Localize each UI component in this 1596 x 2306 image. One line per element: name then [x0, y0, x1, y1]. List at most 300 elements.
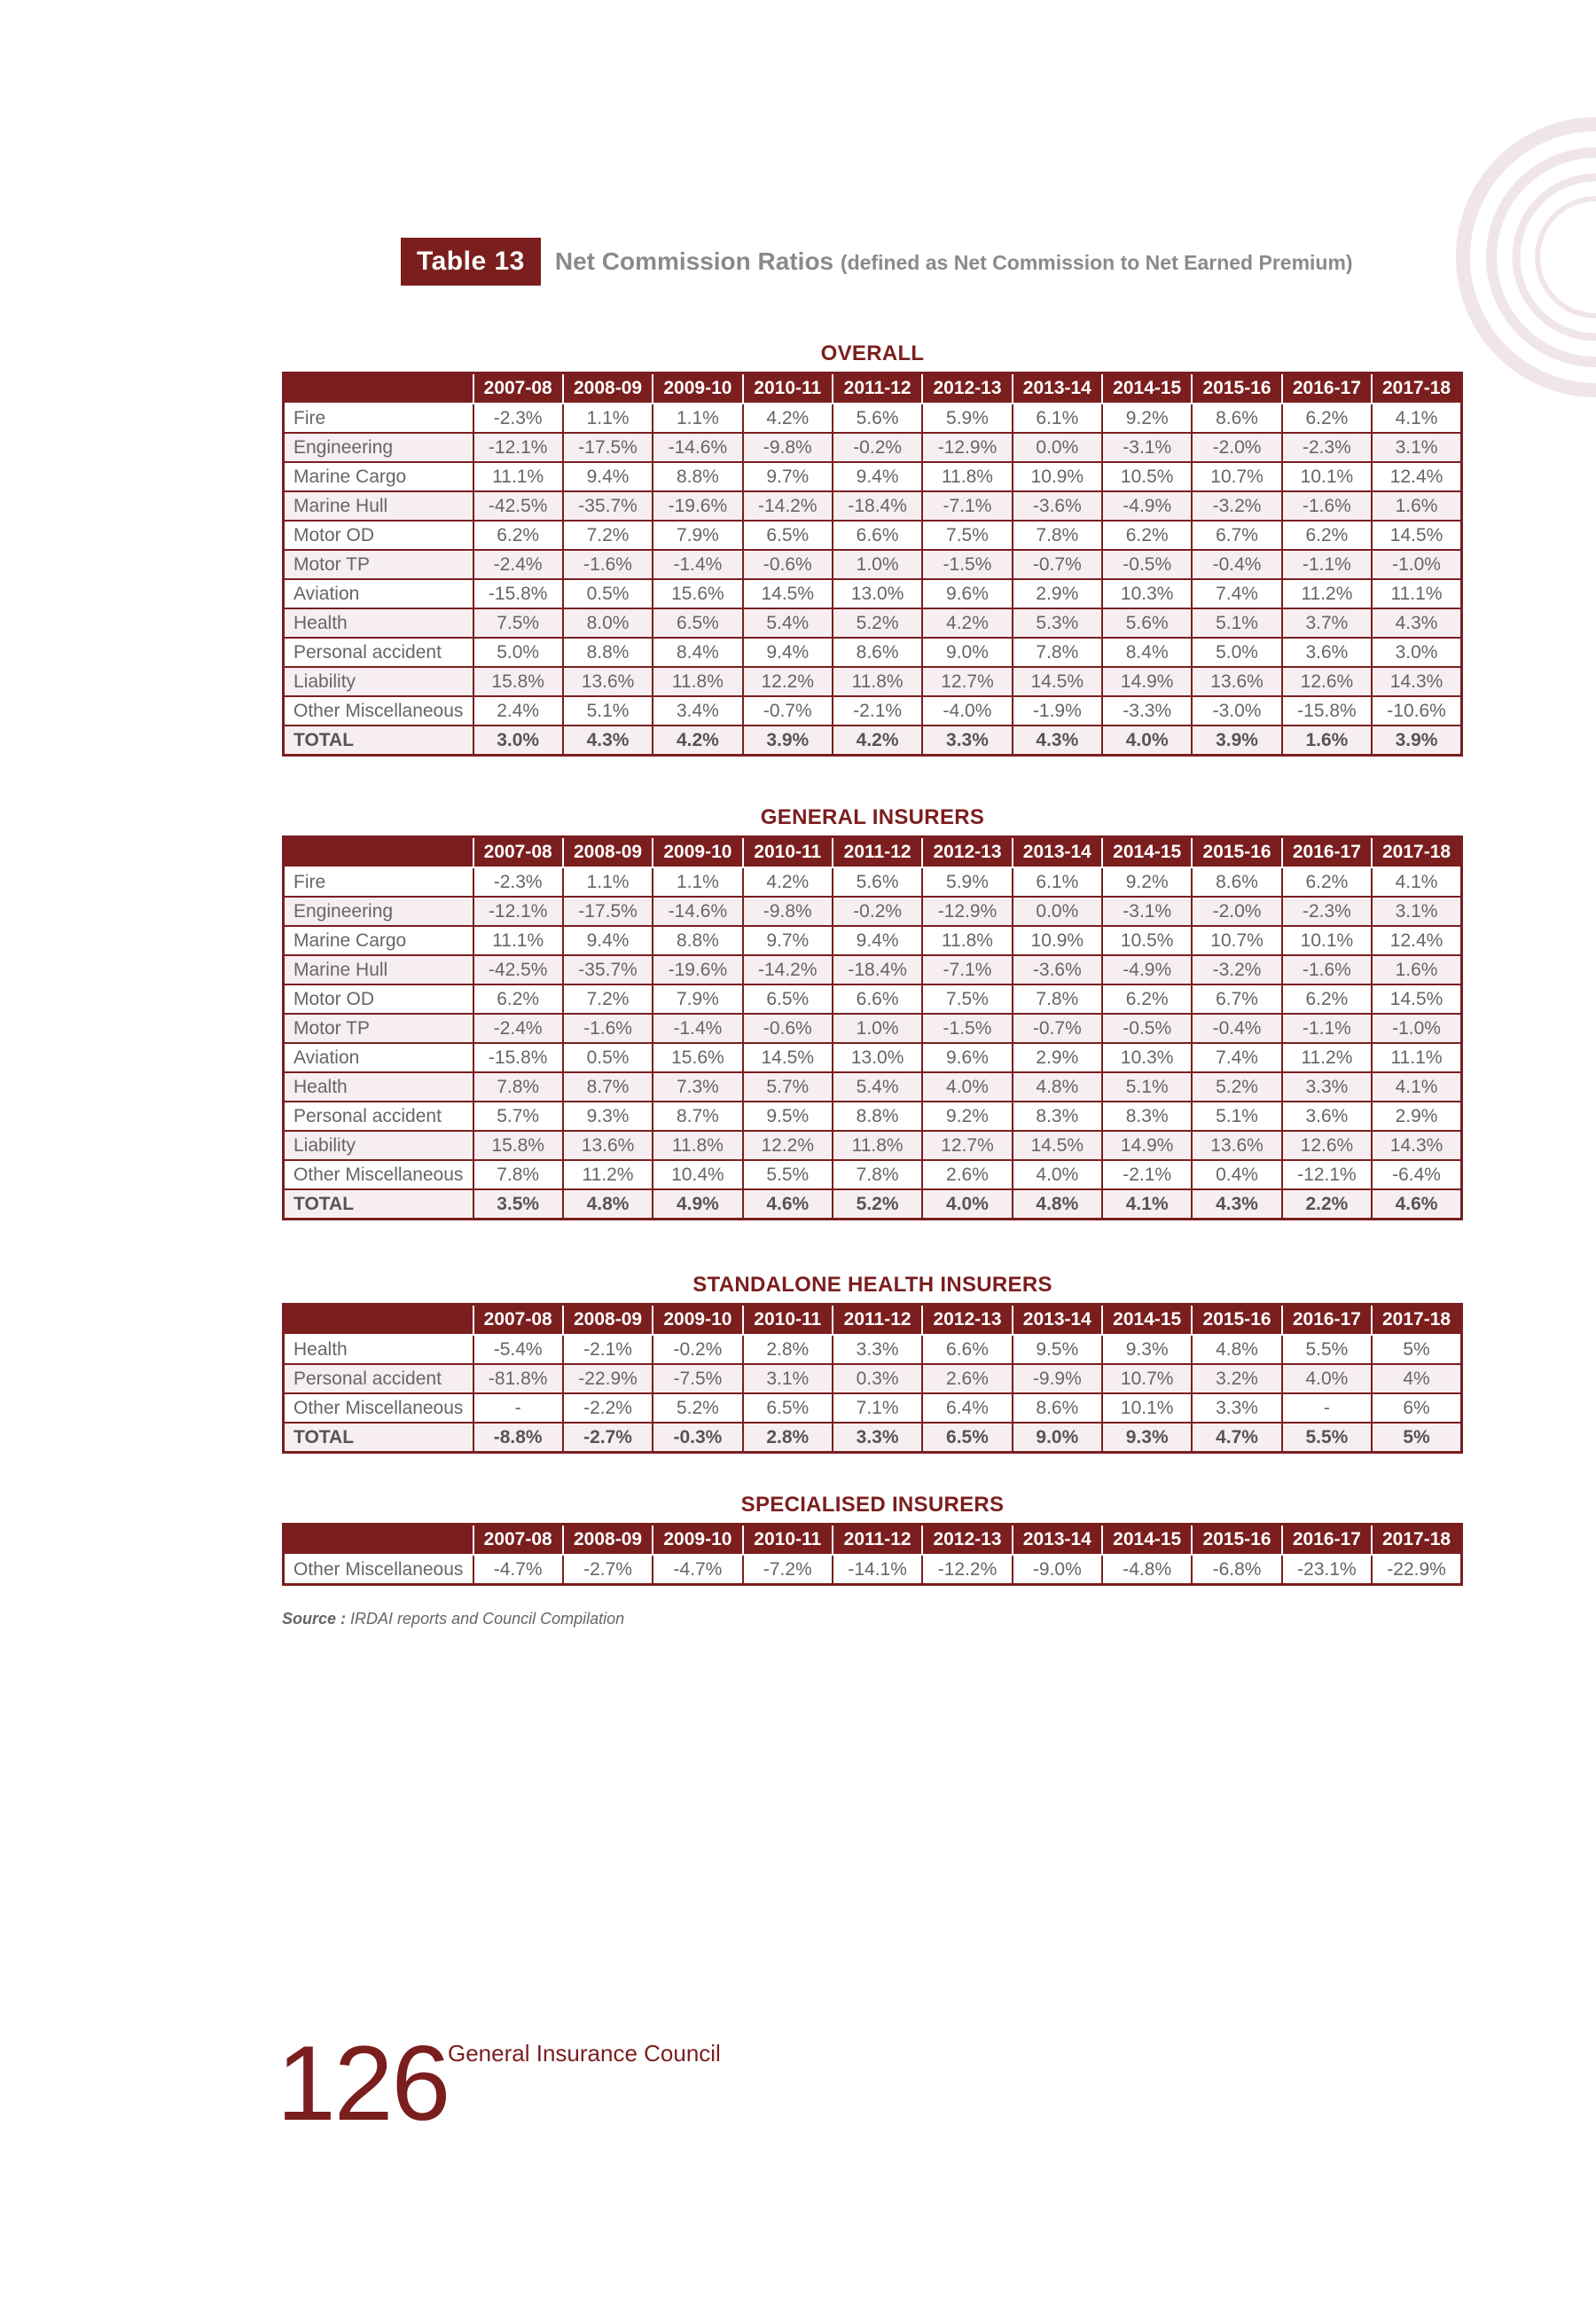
table-number-tag: Table 13 — [401, 238, 541, 286]
year-header: 2010-11 — [743, 1305, 833, 1336]
ratio-cell: 6.6% — [922, 1335, 1012, 1364]
ratio-cell: 2.4% — [473, 696, 563, 726]
ratio-cell: -2.3% — [473, 404, 563, 433]
ratio-cell: - — [473, 1393, 563, 1423]
ratio-cell: 11.1% — [1372, 1043, 1461, 1072]
ratio-cell: -7.5% — [653, 1364, 742, 1393]
year-header: 2015-16 — [1192, 837, 1281, 868]
table-title-subtitle: (defined as Net Commission to Net Earned Premium) — [840, 251, 1353, 274]
ratio-cell: -2.3% — [1282, 433, 1372, 462]
ratio-cell: 14.5% — [1372, 521, 1461, 550]
ratio-cell: 11.8% — [922, 926, 1012, 955]
ratio-cell: -1.4% — [653, 550, 742, 579]
row-label: Motor OD — [284, 521, 473, 550]
ratio-cell: -22.9% — [1372, 1555, 1461, 1585]
ratio-cell: 7.5% — [922, 521, 1012, 550]
ratio-cell: 6% — [1372, 1393, 1461, 1423]
ratio-cell: 1.1% — [563, 404, 653, 433]
header-corner-cell — [284, 1525, 473, 1556]
header-row — [284, 373, 1462, 404]
ratio-cell: 2.9% — [1013, 579, 1102, 608]
ratio-cell: -1.1% — [1282, 1014, 1372, 1043]
year-header: 2017-18 — [1372, 373, 1461, 404]
ratio-cell: 4.0% — [922, 1072, 1012, 1102]
ratio-cell: 4.6% — [743, 1189, 833, 1220]
year-header: 2009-10 — [653, 1525, 742, 1556]
ratio-cell: 9.3% — [1102, 1335, 1192, 1364]
ratio-cell: 1.1% — [653, 404, 742, 433]
ratio-cell: 2.9% — [1013, 1043, 1102, 1072]
ratio-cell: 11.2% — [1282, 1043, 1372, 1072]
ratio-cell: -8.8% — [473, 1423, 563, 1453]
ratio-cell: 0.3% — [833, 1364, 922, 1393]
ratio-cell: 14.5% — [1013, 667, 1102, 696]
row-label: Marine Cargo — [284, 462, 473, 491]
ratio-cell: 11.8% — [653, 1131, 742, 1160]
ratio-cell: 4.1% — [1372, 867, 1461, 897]
row-label: Motor TP — [284, 1014, 473, 1043]
ratio-cell: 14.3% — [1372, 1131, 1461, 1160]
ratio-cell: 7.2% — [563, 521, 653, 550]
year-header: 2007-08 — [473, 1305, 563, 1336]
table-row — [284, 433, 1462, 462]
year-header: 2008-09 — [563, 373, 653, 404]
ratio-cell: 3.0% — [1372, 638, 1461, 667]
year-header: 2015-16 — [1192, 373, 1281, 404]
ratio-cell: -3.3% — [1102, 696, 1192, 726]
ratio-cell: 7.8% — [1013, 984, 1102, 1014]
ratio-cell: -4.7% — [653, 1555, 742, 1585]
table-row — [284, 1131, 1462, 1160]
ratio-cell: 6.5% — [653, 608, 742, 638]
row-label: Fire — [284, 867, 473, 897]
ratio-cell: 4.3% — [563, 726, 653, 756]
ratio-cell: 4.2% — [922, 608, 1012, 638]
ratio-cell: 7.9% — [653, 521, 742, 550]
publication-name: General Insurance Council — [448, 2040, 721, 2067]
ratio-cell: -10.6% — [1372, 696, 1461, 726]
ratio-cell: 11.1% — [473, 462, 563, 491]
row-label: Marine Cargo — [284, 926, 473, 955]
ratio-cell: -19.6% — [653, 955, 742, 984]
ratio-cell: 5% — [1372, 1335, 1461, 1364]
ratio-cell: 11.2% — [1282, 579, 1372, 608]
ratio-cell: 5.0% — [1192, 638, 1281, 667]
row-label: Other Miscellaneous — [284, 1555, 473, 1585]
table-row — [284, 550, 1462, 579]
ratio-cell: 7.8% — [833, 1160, 922, 1189]
ratio-cell: -0.5% — [1102, 1014, 1192, 1043]
table-row — [284, 608, 1462, 638]
ratio-cell: 8.8% — [563, 638, 653, 667]
ratio-cell: - — [1282, 1393, 1372, 1423]
ratio-cell: 9.3% — [563, 1102, 653, 1131]
year-header: 2009-10 — [653, 1305, 742, 1336]
ratio-cell: 5.7% — [743, 1072, 833, 1102]
ratio-cell: 0.4% — [1192, 1160, 1281, 1189]
ratio-cell: -42.5% — [473, 491, 563, 521]
ratio-cell: 7.2% — [563, 984, 653, 1014]
section-overall — [282, 341, 1463, 757]
ratio-cell: 12.2% — [743, 667, 833, 696]
ratio-cell: 3.6% — [1282, 638, 1372, 667]
year-header: 2014-15 — [1102, 837, 1192, 868]
ratio-cell: -1.6% — [563, 1014, 653, 1043]
table-row — [284, 1043, 1462, 1072]
ratio-cell: 2.2% — [1282, 1189, 1372, 1220]
ratio-cell: -12.1% — [473, 433, 563, 462]
ratio-cell: -2.4% — [473, 550, 563, 579]
ratio-cell: 13.6% — [1192, 667, 1281, 696]
ratio-cell: -1.6% — [1282, 491, 1372, 521]
ratio-cell: -2.3% — [473, 867, 563, 897]
row-label: Motor OD — [284, 984, 473, 1014]
table-row — [284, 867, 1462, 897]
ratio-cell: 5.2% — [1192, 1072, 1281, 1102]
year-header: 2016-17 — [1282, 1305, 1372, 1336]
ratio-cell: 6.4% — [922, 1393, 1012, 1423]
year-header: 2008-09 — [563, 837, 653, 868]
year-header: 2009-10 — [653, 373, 742, 404]
ratio-cell: 8.4% — [653, 638, 742, 667]
year-header: 2017-18 — [1372, 1305, 1461, 1336]
ratio-cell: 3.4% — [653, 696, 742, 726]
ratio-cell: 11.1% — [1372, 579, 1461, 608]
ratio-cell: 4.1% — [1102, 1189, 1192, 1220]
ratio-cell: 6.2% — [1282, 984, 1372, 1014]
table-row — [284, 667, 1462, 696]
section-heading: SPECIALISED INSURERS — [740, 1493, 1005, 1517]
ratio-cell: 4.8% — [1013, 1189, 1102, 1220]
ratio-cell: 4.2% — [743, 867, 833, 897]
ratio-cell: 7.8% — [473, 1160, 563, 1189]
ratio-cell: 2.6% — [922, 1160, 1012, 1189]
ratio-cell: 12.6% — [1282, 667, 1372, 696]
ratio-cell: 3.6% — [1282, 1102, 1372, 1131]
source-text: IRDAI reports and Council Compilation — [350, 1610, 625, 1628]
ratio-cell: 4.6% — [1372, 1189, 1461, 1220]
header-corner-cell — [284, 373, 473, 404]
ratio-cell: 5.3% — [1013, 608, 1102, 638]
source-label: Source : — [282, 1610, 347, 1628]
ratio-cell: -2.0% — [1192, 433, 1281, 462]
ratio-cell: -12.2% — [922, 1555, 1012, 1585]
ratio-cell: 7.4% — [1192, 1043, 1281, 1072]
ratio-cell: 9.4% — [743, 638, 833, 667]
ratio-cell: 9.3% — [1102, 1423, 1192, 1453]
row-label: Health — [284, 1335, 473, 1364]
ratio-cell: -22.9% — [563, 1364, 653, 1393]
ratio-cell: -12.9% — [922, 433, 1012, 462]
ratio-cell: 4.1% — [1372, 404, 1461, 433]
ratio-cell: 6.2% — [473, 984, 563, 1014]
ratio-table — [282, 372, 1463, 757]
table-row — [284, 926, 1462, 955]
ratio-cell: 10.7% — [1192, 926, 1281, 955]
ratio-cell: -2.1% — [563, 1335, 653, 1364]
table-row — [284, 521, 1462, 550]
ratio-cell: 11.8% — [833, 1131, 922, 1160]
section-heading: GENERAL INSURERS — [760, 805, 985, 829]
header-row — [284, 1525, 1462, 1556]
ratio-cell: 4.7% — [1192, 1423, 1281, 1453]
ratio-cell: 10.3% — [1102, 1043, 1192, 1072]
ratio-cell: 11.1% — [473, 926, 563, 955]
ratio-cell: -1.6% — [1282, 955, 1372, 984]
ratio-cell: 7.9% — [653, 984, 742, 1014]
ratio-cell: 5.5% — [1282, 1335, 1372, 1364]
ratio-cell: 0.0% — [1013, 897, 1102, 926]
ratio-cell: 3.9% — [1372, 726, 1461, 756]
ratio-cell: 3.1% — [1372, 897, 1461, 926]
header-row — [284, 1305, 1462, 1336]
ratio-cell: 5.4% — [743, 608, 833, 638]
ratio-cell: -6.4% — [1372, 1160, 1461, 1189]
ratio-cell: 10.3% — [1102, 579, 1192, 608]
ratio-cell: -2.3% — [1282, 897, 1372, 926]
ratio-cell: 10.1% — [1282, 462, 1372, 491]
ratio-cell: -7.2% — [743, 1555, 833, 1585]
ratio-cell: 4.3% — [1372, 608, 1461, 638]
ratio-cell: 9.7% — [743, 462, 833, 491]
year-header: 2014-15 — [1102, 1525, 1192, 1556]
table-row — [284, 1364, 1462, 1393]
total-row — [284, 1423, 1462, 1453]
row-label: Engineering — [284, 433, 473, 462]
table-title — [555, 247, 1353, 276]
ratio-cell: -12.1% — [1282, 1160, 1372, 1189]
ratio-cell: 3.5% — [473, 1189, 563, 1220]
ratio-cell: 6.2% — [1102, 521, 1192, 550]
header-row — [284, 837, 1462, 868]
ratio-cell: 15.6% — [653, 579, 742, 608]
page-number: 126 — [277, 2024, 450, 2143]
year-header: 2016-17 — [1282, 1525, 1372, 1556]
ratio-cell: -2.2% — [563, 1393, 653, 1423]
ratio-cell: 8.6% — [833, 638, 922, 667]
year-header: 2012-13 — [922, 373, 1012, 404]
ratio-cell: 1.6% — [1372, 955, 1461, 984]
ratio-table — [282, 835, 1463, 1220]
year-header: 2014-15 — [1102, 1305, 1192, 1336]
ratio-cell: -9.9% — [1013, 1364, 1102, 1393]
ratio-cell: 5.5% — [743, 1160, 833, 1189]
ratio-cell: 1.0% — [833, 1014, 922, 1043]
year-header: 2015-16 — [1192, 1525, 1281, 1556]
ratio-cell: -15.8% — [473, 1043, 563, 1072]
ratio-cell: -1.4% — [653, 1014, 742, 1043]
ratio-cell: 14.5% — [1013, 1131, 1102, 1160]
ratio-cell: 0.5% — [563, 579, 653, 608]
ratio-cell: 1.1% — [563, 867, 653, 897]
ratio-cell: 7.3% — [653, 1072, 742, 1102]
ratio-cell: 13.0% — [833, 579, 922, 608]
ratio-cell: -42.5% — [473, 955, 563, 984]
ratio-cell: 3.3% — [1192, 1393, 1281, 1423]
ratio-cell: 9.7% — [743, 926, 833, 955]
ratio-cell: 9.6% — [922, 1043, 1012, 1072]
year-header: 2012-13 — [922, 1305, 1012, 1336]
year-header: 2010-11 — [743, 1525, 833, 1556]
header-corner-cell — [284, 837, 473, 868]
section-heading: OVERALL — [820, 341, 925, 365]
ratio-cell: -17.5% — [563, 897, 653, 926]
row-label: Other Miscellaneous — [284, 1160, 473, 1189]
ratio-cell: -0.4% — [1192, 550, 1281, 579]
ratio-cell: 9.4% — [563, 926, 653, 955]
ratio-cell: 4.0% — [1013, 1160, 1102, 1189]
row-label: TOTAL — [284, 726, 473, 756]
ratio-cell: 4.0% — [1282, 1364, 1372, 1393]
ratio-cell: 9.0% — [1013, 1423, 1102, 1453]
ratio-cell: 4.8% — [563, 1189, 653, 1220]
ratio-cell: -4.9% — [1102, 955, 1192, 984]
ratio-cell: 4.3% — [1192, 1189, 1281, 1220]
table-row — [284, 1393, 1462, 1423]
table-row — [284, 1014, 1462, 1043]
ratio-cell: 9.5% — [743, 1102, 833, 1131]
year-header: 2013-14 — [1013, 1525, 1102, 1556]
row-label: Liability — [284, 667, 473, 696]
ratio-cell: 6.5% — [743, 984, 833, 1014]
ratio-cell: 5.7% — [473, 1102, 563, 1131]
table-row — [284, 579, 1462, 608]
row-label: Marine Hull — [284, 955, 473, 984]
ratio-cell: 8.7% — [653, 1102, 742, 1131]
ratio-cell: 5.6% — [833, 867, 922, 897]
ratio-cell: -9.8% — [743, 433, 833, 462]
ratio-cell: -3.1% — [1102, 433, 1192, 462]
table-row — [284, 897, 1462, 926]
year-header: 2007-08 — [473, 837, 563, 868]
year-header: 2007-08 — [473, 373, 563, 404]
ratio-cell: 1.6% — [1282, 726, 1372, 756]
ratio-cell: 5.9% — [922, 404, 1012, 433]
year-header: 2016-17 — [1282, 837, 1372, 868]
ratio-cell: -1.5% — [922, 1014, 1012, 1043]
ratio-cell: 8.8% — [833, 1102, 922, 1131]
row-label: Aviation — [284, 1043, 473, 1072]
ratio-cell: -0.7% — [1013, 550, 1102, 579]
ratio-cell: 5.0% — [473, 638, 563, 667]
ratio-cell: 6.6% — [833, 984, 922, 1014]
ratio-cell: 13.6% — [563, 667, 653, 696]
total-row — [284, 1189, 1462, 1220]
ratio-cell: -3.6% — [1013, 491, 1102, 521]
table-row — [284, 1555, 1462, 1585]
source-note — [282, 1610, 624, 1628]
ratio-cell: -2.4% — [473, 1014, 563, 1043]
row-label: Personal accident — [284, 638, 473, 667]
year-header: 2011-12 — [833, 373, 922, 404]
row-label: Personal accident — [284, 1102, 473, 1131]
ratio-cell: 8.3% — [1102, 1102, 1192, 1131]
ratio-cell: 4.9% — [653, 1189, 742, 1220]
ratio-cell: -1.0% — [1372, 1014, 1461, 1043]
total-row — [284, 726, 1462, 756]
ratio-cell: 3.1% — [743, 1364, 833, 1393]
ratio-cell: 8.0% — [563, 608, 653, 638]
ratio-cell: 9.4% — [833, 926, 922, 955]
ratio-cell: 4.1% — [1372, 1072, 1461, 1102]
ratio-cell: 5.1% — [1192, 608, 1281, 638]
ratio-cell: 4% — [1372, 1364, 1461, 1393]
ratio-cell: 9.2% — [922, 1102, 1012, 1131]
year-header: 2011-12 — [833, 1525, 922, 1556]
ratio-cell: 0.5% — [563, 1043, 653, 1072]
year-header: 2011-12 — [833, 1305, 922, 1336]
row-label: Marine Hull — [284, 491, 473, 521]
ratio-cell: 7.8% — [1013, 638, 1102, 667]
ratio-cell: 9.6% — [922, 579, 1012, 608]
ratio-cell: 12.4% — [1372, 926, 1461, 955]
ratio-cell: 1.6% — [1372, 491, 1461, 521]
year-header: 2014-15 — [1102, 373, 1192, 404]
table-row — [284, 462, 1462, 491]
ratio-cell: 8.6% — [1013, 1393, 1102, 1423]
ratio-cell: 5% — [1372, 1423, 1461, 1453]
ratio-cell: 3.3% — [922, 726, 1012, 756]
row-label: TOTAL — [284, 1189, 473, 1220]
ratio-cell: -2.7% — [563, 1555, 653, 1585]
ratio-cell: 4.3% — [1013, 726, 1102, 756]
ratio-cell: -12.9% — [922, 897, 1012, 926]
ratio-cell: 6.2% — [1282, 867, 1372, 897]
ratio-cell: 11.8% — [922, 462, 1012, 491]
ratio-cell: -14.2% — [743, 491, 833, 521]
table-row — [284, 1102, 1462, 1131]
ratio-cell: 12.4% — [1372, 462, 1461, 491]
ratio-cell: 11.8% — [653, 667, 742, 696]
section-general-insurers — [282, 805, 1463, 1220]
ratio-cell: -14.6% — [653, 897, 742, 926]
ratio-cell: -0.7% — [743, 696, 833, 726]
ratio-cell: -2.0% — [1192, 897, 1281, 926]
ratio-cell: 12.7% — [922, 667, 1012, 696]
ratio-cell: 6.2% — [473, 521, 563, 550]
ratio-cell: 5.2% — [833, 608, 922, 638]
ratio-cell: -12.1% — [473, 897, 563, 926]
ratio-cell: 15.6% — [653, 1043, 742, 1072]
row-label: Personal accident — [284, 1364, 473, 1393]
year-header: 2010-11 — [743, 837, 833, 868]
table-row — [284, 955, 1462, 984]
table-row — [284, 984, 1462, 1014]
ratio-cell: 3.0% — [473, 726, 563, 756]
row-label: Health — [284, 1072, 473, 1102]
ratio-cell: -3.2% — [1192, 955, 1281, 984]
ratio-cell: 3.3% — [833, 1423, 922, 1453]
ratio-cell: 11.8% — [833, 667, 922, 696]
ratio-cell: 9.2% — [1102, 867, 1192, 897]
ratio-cell: -5.4% — [473, 1335, 563, 1364]
ratio-cell: 5.2% — [653, 1393, 742, 1423]
ratio-cell: 14.5% — [743, 1043, 833, 1072]
ratio-cell: 4.2% — [833, 726, 922, 756]
ratio-cell: 14.5% — [743, 579, 833, 608]
ratio-cell: 5.2% — [833, 1189, 922, 1220]
ratio-cell: -14.1% — [833, 1555, 922, 1585]
ratio-cell: 7.1% — [833, 1393, 922, 1423]
ratio-cell: 9.2% — [1102, 404, 1192, 433]
ratio-cell: 13.6% — [563, 1131, 653, 1160]
ratio-cell: 7.4% — [1192, 579, 1281, 608]
ratio-cell: 6.5% — [743, 521, 833, 550]
ratio-cell: -6.8% — [1192, 1555, 1281, 1585]
ratio-table — [282, 1523, 1463, 1586]
table-row — [284, 491, 1462, 521]
ratio-cell: 2.6% — [922, 1364, 1012, 1393]
